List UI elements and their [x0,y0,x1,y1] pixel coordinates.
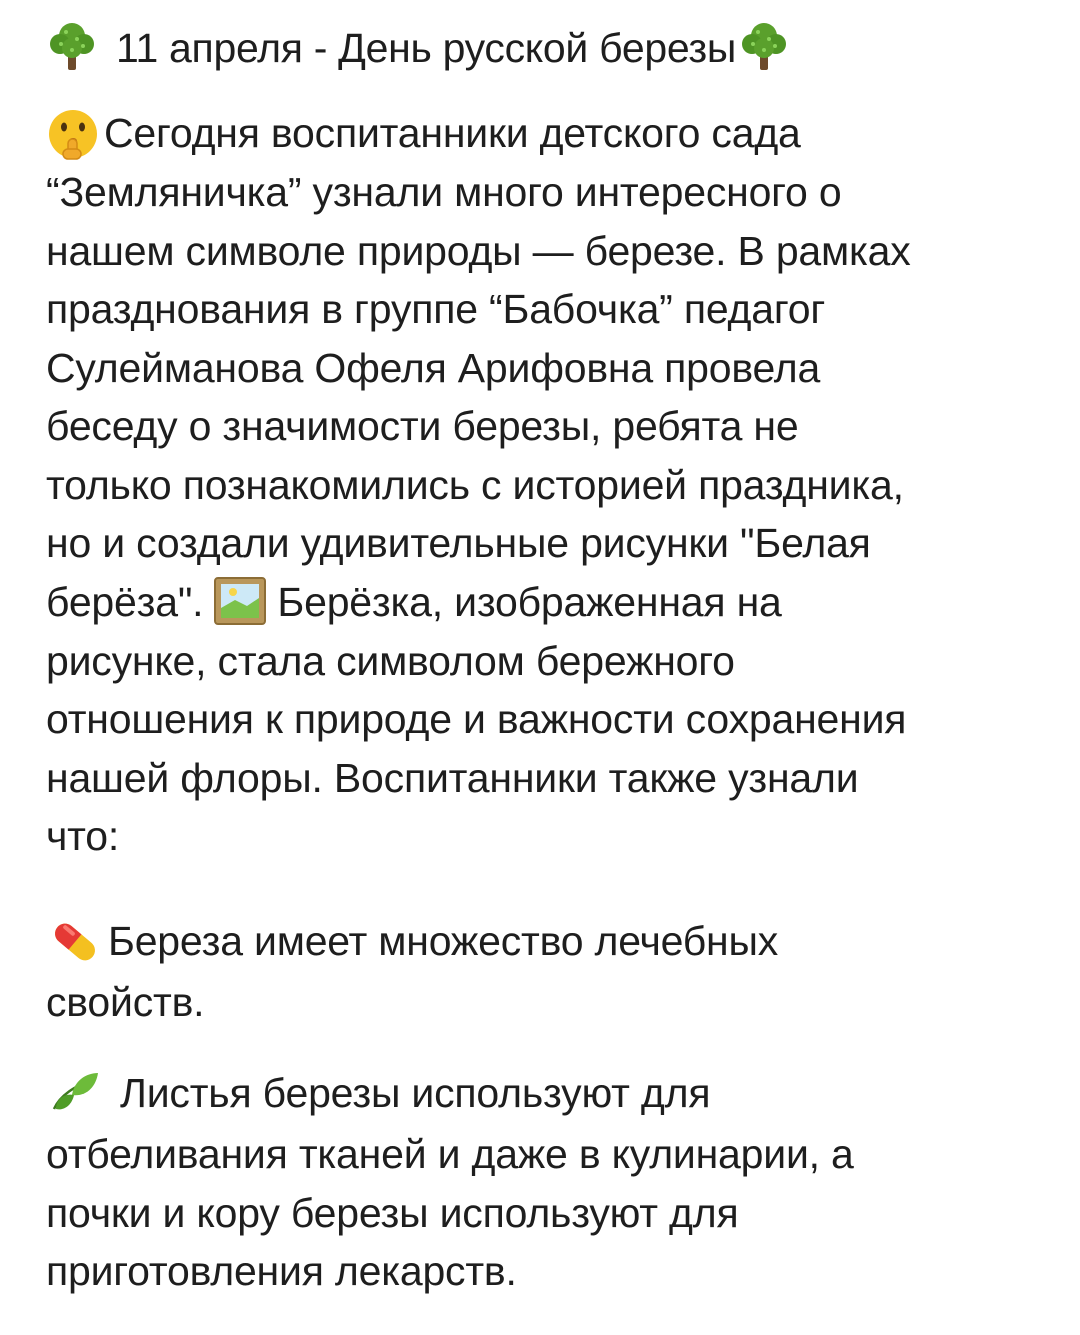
text-line: что: [46,813,120,860]
paragraph-medicinal [46,912,1046,1032]
deciduous-tree-icon [738,20,790,72]
text-line-content: берёза". [46,578,204,625]
text-line [46,912,1046,973]
text-line [46,573,1046,632]
framed-picture-icon [213,574,267,628]
text-line-content: Берёзка, изображенная на [277,578,782,625]
text-line: свойств. [46,979,205,1026]
text-line: Сулейманова Офеля Арифовна провела [46,344,821,391]
text-line: отношения к природе и важности сохранения [46,696,907,743]
text-line [46,1064,1046,1125]
post-title [46,20,790,76]
text-line: отбеливания тканей и даже в кулинарии, а [46,1131,854,1178]
pill-icon [46,913,104,971]
text-line: только познакомились с историей праздника, [46,461,904,508]
text-line: нашем символе природы — березе. В рамках [46,227,911,274]
shushing-face-icon [46,107,100,161]
deciduous-tree-icon [46,20,98,72]
text-line-content: Сегодня воспитанники детского сада [104,110,801,156]
text-line: приготовления лекарств. [46,1248,517,1295]
text-line: “Земляничка” узнали много интересного о [46,169,842,216]
text-line: рисунке, стала символом бережного [46,637,735,684]
text-line-content: Береза имеет множество лечебных [108,918,779,964]
text-line: почки и кору березы используют для [46,1189,739,1236]
leaf-fluttering-icon [46,1065,104,1123]
paragraph-leaves [46,1064,1046,1301]
text-line [46,104,1046,163]
text-line: но и создали удивительные рисунки "Белая [46,520,871,567]
text-line: беседу о значимости березы, ребята не [46,403,799,450]
text-line-content: Листья березы используют для [120,1070,711,1116]
text-line: празднования в группе “Бабочка” педагог [46,286,826,333]
post-title-text: 11 апреля - День русской березы [116,24,737,71]
paragraph-intro [46,104,1046,866]
text-line: нашей флоры. Воспитанники также узнали [46,754,859,801]
